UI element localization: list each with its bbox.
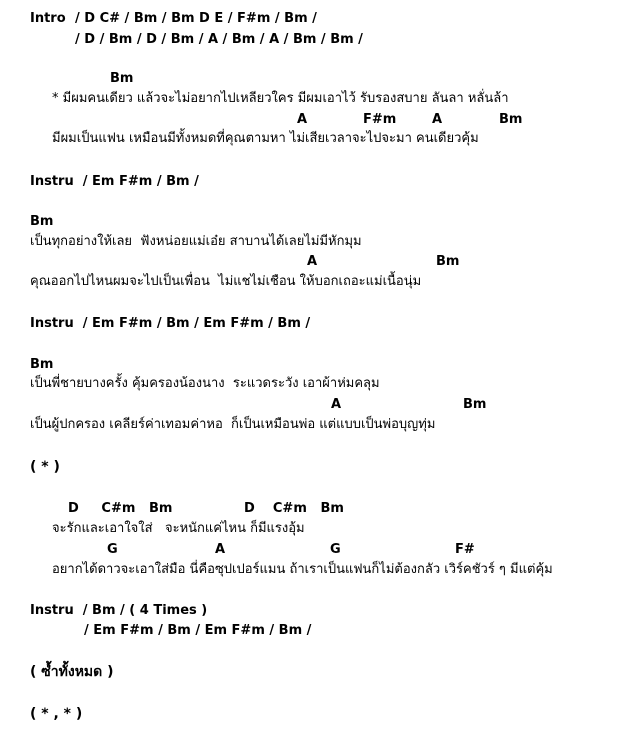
intro-label: Intro: [30, 11, 66, 26]
intro-chords-line-1: / D C# / Bm / Bm D E / F#m / Bm /: [75, 11, 317, 26]
verse-3-lyric-2: เป็นผู้ปกครอง เคลียร์ค่าเทอมค่าหอ ก็เป็นเหมือนพ่อ แต่แบบเป็นพ่อบุญทุ่ม: [30, 417, 436, 432]
bridge-chords: D C#m Bm: [68, 501, 173, 516]
instrumental-line: Instru / Em F#m / Bm /: [30, 174, 199, 189]
verse-star-lyric-2: มีผมเป็นแฟน เหมือนมีทั้งหมดที่คุณตามหา ไม่เสียเวลาจะไปจะมา คนเดียวคุ้ม: [52, 131, 479, 146]
bridge-lyric-1: จะรักและเอาใจใส่ จะหนักแค่ไหน ก็มีแรงอุ้ม: [52, 521, 305, 536]
repeat-double-star-marker: ( * , * ): [30, 706, 83, 722]
verse-2-chord: A: [307, 254, 318, 269]
bridge-chords: D C#m Bm: [244, 501, 344, 516]
bridge-lyric-2: อยากได้ดาวจะเอาใส่มือ นี่คือซุปเปอร์แมน ถ้าเราเป็นแฟนก็ไม่ต้องกลัว เวิร์คชัวร์ ๆ มีแต่คุ้ม: [52, 562, 553, 577]
verse-3-chord: Bm: [463, 397, 487, 412]
verse-3-chord: A: [331, 397, 342, 412]
verse-2-chord: Bm: [30, 214, 54, 229]
instrumental-line: Instru / Bm / ( 4 Times ): [30, 603, 208, 618]
bridge-chord: G: [107, 542, 118, 557]
bridge-chord: F#: [455, 542, 475, 557]
instrumental-line: Instru / Em F#m / Bm / Em F#m / Bm /: [30, 316, 311, 331]
verse-2-lyric-2: คุณออกไปไหนผมจะไปเป็นเพื่อน ไม่แชไม่เชือน ให้บอกเถอะแม่เนื้อนุ่ม: [30, 274, 422, 289]
verse-star-chord: Bm: [110, 71, 134, 86]
repeat-all-marker: ( ซ้ำทั้งหมด ): [30, 664, 114, 680]
bridge-chord: G: [330, 542, 341, 557]
verse-star-chord: A: [432, 112, 443, 127]
repeat-star-marker: ( * ): [30, 459, 60, 475]
instrumental-line: / Em F#m / Bm / Em F#m / Bm /: [84, 623, 312, 638]
intro-chords-line-2: / D / Bm / D / Bm / A / Bm / A / Bm / Bm /: [75, 32, 363, 47]
verse-star-chord: Bm: [499, 112, 523, 127]
verse-star-lyric-1: * มีผมคนเดียว แล้วจะไม่อยากไปเหลียวใคร มีผมเอาไว้ รับรองสบาย ลันลา หลั่นล้า: [52, 91, 509, 106]
verse-star-chord: F#m: [363, 112, 397, 127]
verse-2-chord: Bm: [436, 254, 460, 269]
verse-2-lyric-1: เป็นทุกอย่างให้เลย ฟังหน่อยแม่เอ๋ย สาบานได้เลยไม่มีหักมุม: [30, 234, 362, 249]
verse-3-lyric-1: เป็นพี่ชายบางครั้ง คุ้มครองน้องนาง ระแวดระวัง เอาผ้าห่มคลุม: [30, 376, 380, 391]
verse-star-chord: A: [297, 112, 308, 127]
bridge-chord: A: [215, 542, 226, 557]
verse-3-chord: Bm: [30, 357, 54, 372]
